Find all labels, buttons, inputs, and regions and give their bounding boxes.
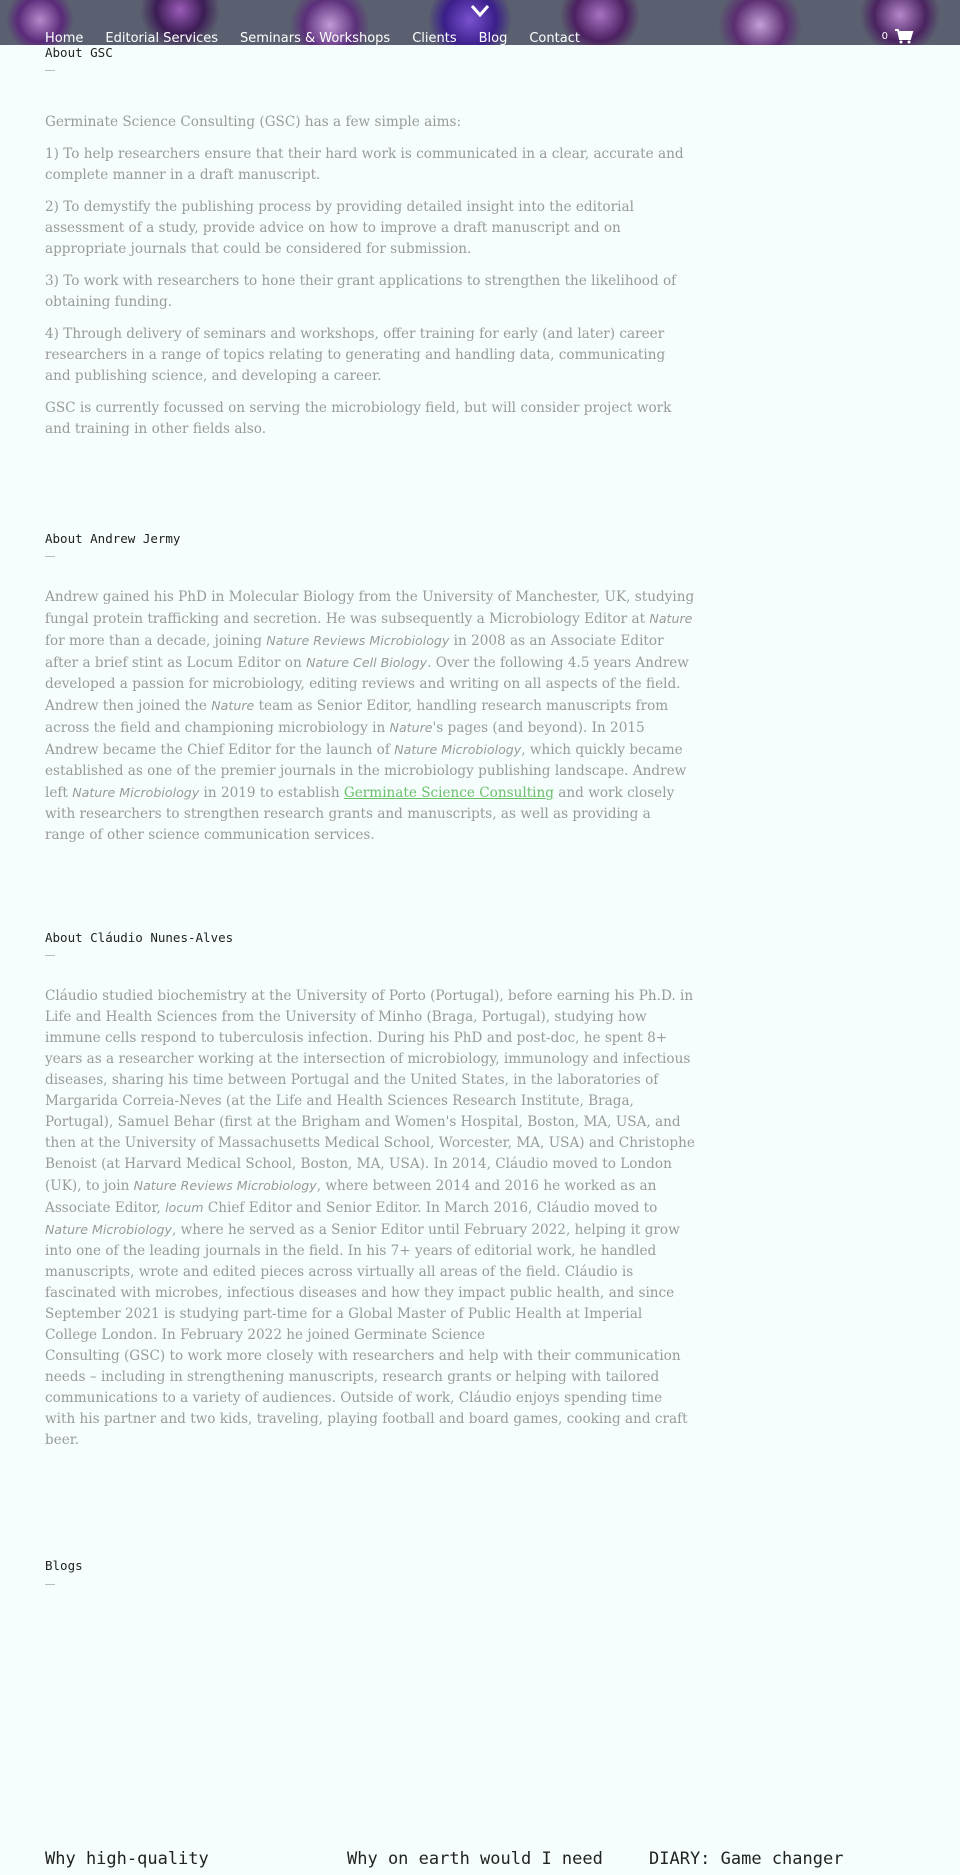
paragraph <box>45 324 695 387</box>
blog-post-title[interactable]: Why high-quality <box>45 1849 209 1869</box>
nav-contact[interactable]: Contact <box>529 31 580 45</box>
divider <box>45 556 55 557</box>
text-segment: 1) To help researchers ensure that their hard work is communicated in a clear, accurate and complete manner in a draft manuscript. <box>45 146 684 183</box>
about-andrew-text <box>45 587 695 857</box>
paragraph <box>45 144 695 186</box>
journal-name: Nature Microbiology <box>45 1222 173 1237</box>
cart-icon <box>894 28 914 44</box>
text-segment: Andrew gained his PhD in Molecular Biology from the University of Manchester, UK, studying fungal protein trafficking and secretion. He was subsequently a Microbiology Editor at <box>45 589 695 627</box>
text-segment: , where between 2014 and 2016 he worked as an Associate Editor, <box>45 1178 657 1216</box>
header-banner <box>0 0 960 45</box>
text-segment: GSC is currently focussed on serving the microbiology field, but will consider project work and training in other fields also. <box>45 400 672 437</box>
text-segment: 's pages (and beyond). In 2015 Andrew became the Chief Editor for the launch of <box>45 720 645 758</box>
text-segment: Germinate Science Consulting (GSC) has a few simple aims: <box>45 114 462 130</box>
section-heading-blogs: Blogs <box>45 1558 83 1573</box>
text-segment: in 2019 to establish <box>199 785 344 801</box>
gsc-link[interactable]: Germinate Science Consulting <box>343 785 554 801</box>
section-heading-about-claudio: About Cláudio Nunes-Alves <box>45 930 234 945</box>
blog-post-title[interactable]: Why on earth would I need <box>347 1849 603 1869</box>
paragraph <box>45 112 695 133</box>
paragraph <box>45 587 695 846</box>
cart-count: 0 <box>881 30 888 42</box>
text-segment: team as Senior Editor, handling research manuscripts from across the field and championing microbiology in <box>45 698 669 736</box>
journal-name: Nature <box>389 720 433 735</box>
text-segment: for more than a decade, joining <box>45 633 267 649</box>
section-heading-about-gsc: About GSC <box>45 45 113 60</box>
text-segment: 4) Through delivery of seminars and workshops, offer training for early (and later) career researchers in a range of topics relating to generating and handling data, communicating and publishing science, and developing a career. <box>45 326 666 384</box>
nav-home[interactable]: Home <box>45 31 84 45</box>
journal-name: Nature Reviews Microbiology <box>266 633 450 648</box>
journal-name: Nature Microbiology <box>72 785 200 800</box>
blog-post-title[interactable]: DIARY: Game changer <box>649 1849 844 1869</box>
nav-seminars-workshops[interactable]: Seminars & Workshops <box>240 31 391 45</box>
text-segment: 2) To demystify the publishing process by providing detailed insight into the editorial assessment of a study, provide advice on how to improve a draft manuscript and on appropriate journals that could be considered for submission. <box>45 199 634 257</box>
journal-name: Nature Reviews Microbiology <box>133 1178 317 1193</box>
text-segment: . Over the following 4.5 years Andrew developed a passion for microbiology, editing reviews and writing on all aspects of the field. Andrew then joined the <box>45 655 689 714</box>
text-segment: in 2008 as an Associate Editor after a brief stint as Locum Editor on <box>45 633 664 671</box>
journal-name: Nature <box>211 698 255 713</box>
paragraph <box>45 197 695 260</box>
text-segment: Chief Editor and Senior Editor. In March 2016, Cláudio moved to <box>203 1200 658 1216</box>
text-segment: 3) To work with researchers to hone their grant applications to strengthen the likelihood of obtaining funding. <box>45 273 677 310</box>
text-segment: Cláudio studied biochemistry at the University of Porto (Portugal), before earning his Ph.D. in Life and Health Sciences from the University of Minho (Braga, Portugal), studying how immune cells respond to tuberculosis infection. During his PhD and post-doc, he spent 8+ years as a researcher working at the intersection of microbiology, immunology and infectious diseases, sharing his time between Portugal and the United States, in the laboratories of Margarida Correia-Neves (at the Life and Health Sciences Research Institute, Braga, Portugal), Samuel Behar (first at the Brigham and Women's Hospital, Boston, MA, USA, and then at the University of Massachusetts Medical School, Worcester, MA, USA) and Christophe Benoist (at Harvard Medical School, Boston, MA, USA). In 2014, Cláudio moved to London (UK), to join <box>45 988 695 1194</box>
about-claudio-text <box>45 986 695 1462</box>
about-gsc-text <box>45 112 695 451</box>
cart-button[interactable] <box>882 28 914 44</box>
section-heading-about-andrew: About Andrew Jermy <box>45 531 181 546</box>
nav-clients[interactable]: Clients <box>412 31 457 45</box>
text-segment: and work closely with researchers to strengthen research grants and manuscripts, as well as providing a range of other science communication services. <box>45 785 675 843</box>
divider <box>45 1584 55 1585</box>
main-nav <box>45 31 580 45</box>
paragraph <box>45 271 695 313</box>
divider <box>45 70 55 71</box>
text-segment: , which quickly became established as one of the premier journals in the microbiology publishing landscape. Andrew left <box>45 742 687 801</box>
text-segment: Consulting (GSC) to work more closely with researchers and help with their communication needs – including in strengthening manuscripts, research grants or helping with tailored communications to a variety of audiences. Outside of work, Cláudio enjoys spending time with his partner and two kids, traveling, playing football and board games, cooking and craft beer. <box>45 1348 688 1448</box>
text-segment: , where he served as a Senior Editor until February 2022, helping it grow into one of the leading journals in the field. In his 7+ years of editorial work, he handled manuscripts, wrote and edited pieces across virtually all areas of the field. Cláudio is fascinated with microbes, infectious diseases and how they impact public health, and since September 2021 is studying part-time for a Global Master of Public Health at Imperial College London. In February 2022 he joined Germinate Science <box>45 1222 680 1343</box>
chevron-down-icon[interactable] <box>470 4 490 18</box>
paragraph <box>45 986 695 1451</box>
paragraph <box>45 398 695 440</box>
journal-name: Nature Microbiology <box>394 742 522 757</box>
nav-editorial-services[interactable]: Editorial Services <box>105 31 219 45</box>
divider <box>45 955 55 956</box>
journal-name: locum <box>165 1200 204 1215</box>
journal-name: Nature Cell Biology <box>306 655 428 670</box>
journal-name: Nature <box>649 611 693 626</box>
nav-blog[interactable]: Blog <box>478 31 508 45</box>
